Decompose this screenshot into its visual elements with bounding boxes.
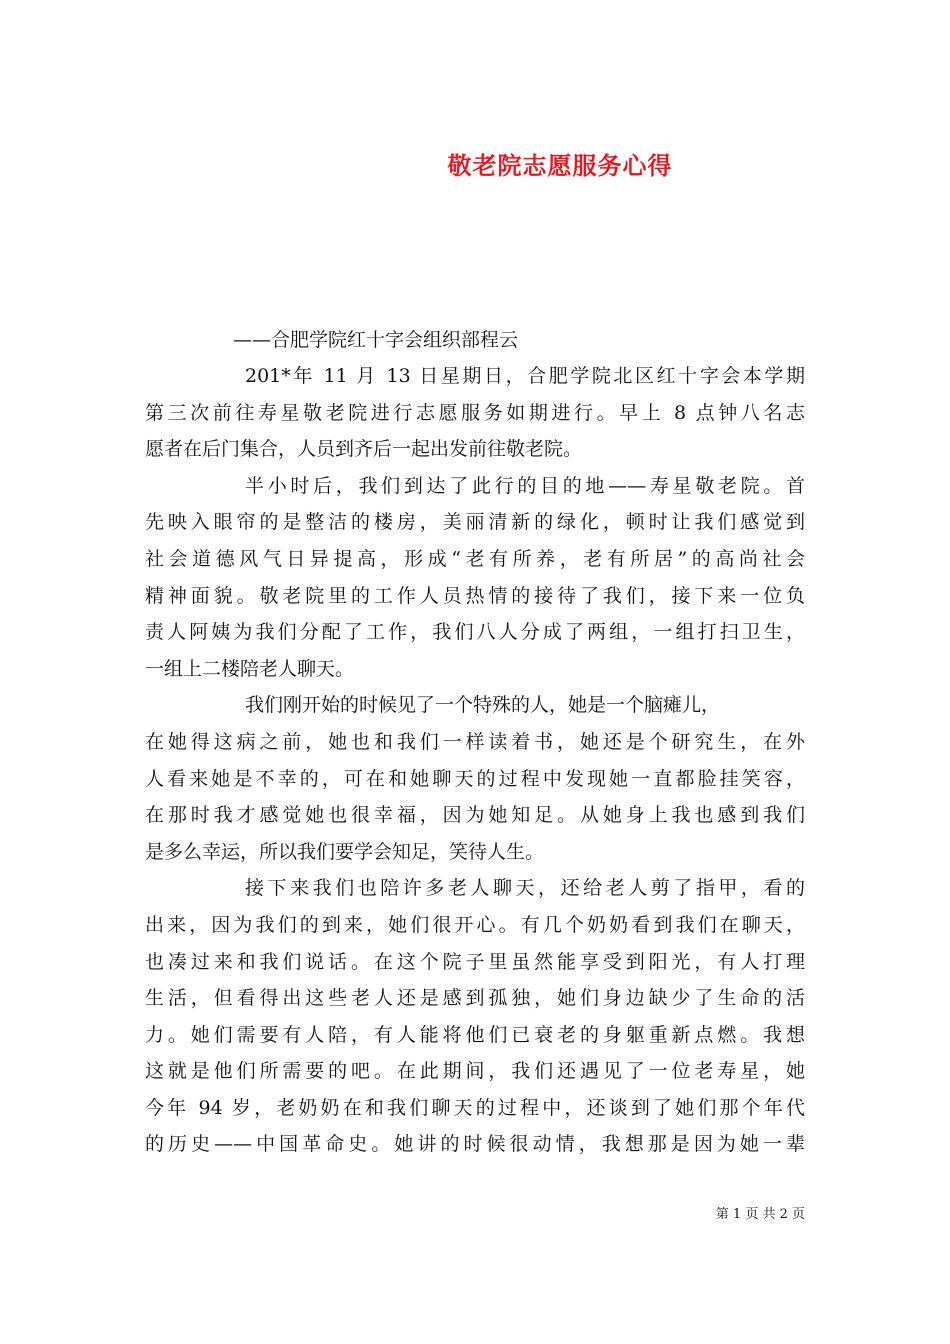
text-line: 社会道德风气日异提高，形成“老有所养，老有所居”的高尚社会: [145, 547, 805, 570]
page-number: 第 1 页 共 2 页: [715, 1207, 805, 1222]
text-line: 也凑过来和我们说话。在这个院子里虽然能享受到阳光，有人打理: [145, 950, 805, 973]
author-line: ——合肥学院红十字会组织部程云: [233, 329, 519, 351]
body-text: [145, 358, 805, 1163]
text-line: 今年 94 岁，老奶奶在和我们聊天的过程中，还谈到了她们那个年代: [145, 1096, 805, 1119]
text-line: 在那时我才感觉她也很幸福，因为她知足。从她身上我也感到我们: [145, 804, 805, 827]
text-line: 我们刚开始的时候见了一个特殊的人，她是一个脑瘫儿，: [245, 694, 721, 717]
text-line: 人看来她是不幸的，可在和她聊天的过程中发现她一直都脸挂笑容，: [145, 767, 805, 790]
text-line: 先映入眼帘的是整洁的楼房，美丽清新的绿化，顿时让我们感觉到: [145, 511, 805, 534]
text-line: 一组上二楼陪老人聊天。: [145, 657, 355, 680]
text-line: 是多么幸运，所以我们要学会知足，笑待人生。: [145, 840, 545, 863]
text-line: 责人阿姨为我们分配了工作，我们八人分成了两组，一组打扫卫生，: [145, 621, 805, 644]
page-title: 敬老院志愿服务心得: [447, 151, 673, 181]
text-line: 半小时后，我们到达了此行的目的地——寿星敬老院。首: [245, 474, 805, 497]
text-line: 力。她们需要有人陪，有人能将他们已衰老的身躯重新点燃。我想: [145, 1023, 805, 1046]
text-line: 第三次前往寿星敬老院进行志愿服务如期进行。早上 8 点钟八名志: [145, 401, 805, 424]
text-line: 201*年 11 月 13 日星期日，合肥学院北区红十字会本学期: [245, 365, 805, 387]
text-line: 出来，因为我们的到来，她们很开心。有几个奶奶看到我们在聊天，: [145, 913, 805, 936]
text-line: 愿者在后门集合，人员到齐后一起出发前往敬老院。: [145, 438, 583, 461]
text-line: 在她得这病之前，她也和我们一样读着书，她还是个研究生，在外: [145, 730, 805, 753]
text-line: 的历史——中国革命史。她讲的时候很动情，我想那是因为她一辈: [145, 1133, 805, 1156]
text-line: 精神面貌。敬老院里的工作人员热情的接待了我们，接下来一位负: [145, 584, 805, 607]
text-line: 生活，但看得出这些老人还是感到孤独，她们身边缺少了生命的活: [145, 987, 805, 1010]
text-line: 这就是他们所需要的吧。在此期间，我们还遇见了一位老寿星，她: [145, 1060, 805, 1083]
text-line: 接下来我们也陪许多老人聊天，还给老人剪了指甲，看的: [245, 877, 805, 900]
